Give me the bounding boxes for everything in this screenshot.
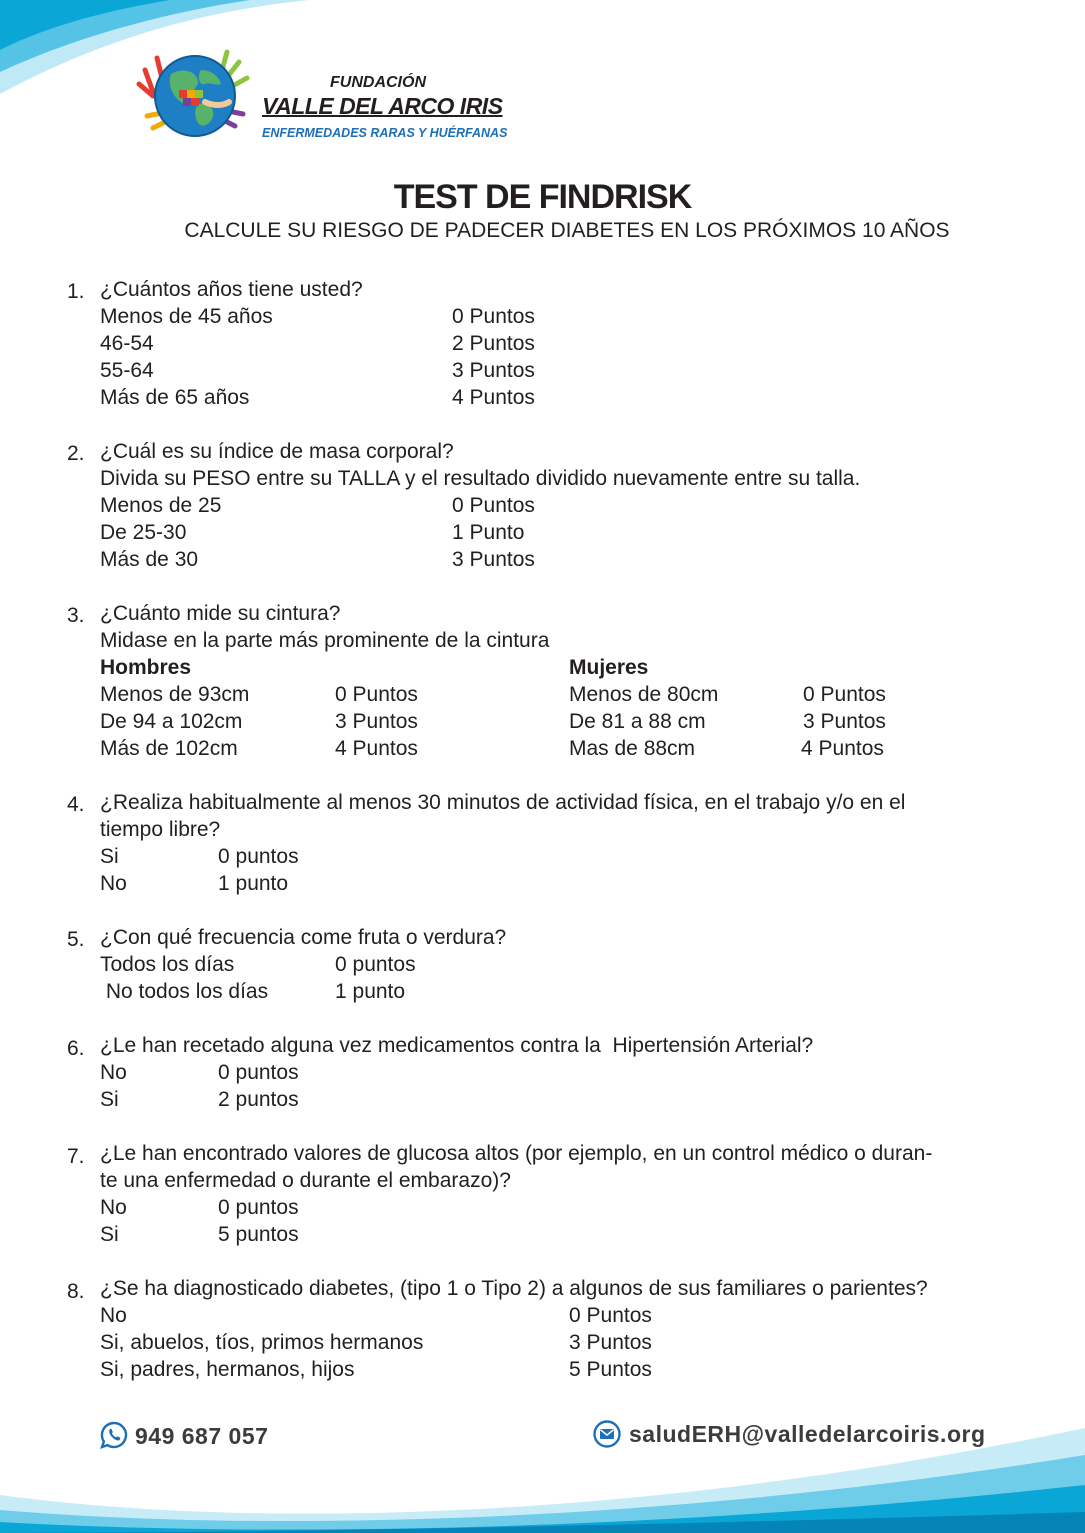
option-points: 4 Puntos <box>452 386 535 409</box>
question-note: Divida su PESO entre su TALLA y el resultado dividido nuevamente entre su talla. <box>100 467 861 490</box>
option-label: Menos de 93cm <box>100 683 250 706</box>
option-label: Si, abuelos, tíos, primos hermanos <box>100 1331 424 1354</box>
option-points: 3 Puntos <box>803 710 886 733</box>
option-label: No <box>100 872 127 895</box>
email-address[interactable]: saludERH@valledelarcoiris.org <box>629 1421 986 1447</box>
option-points: 5 puntos <box>218 1223 299 1246</box>
option-points: 1 punto <box>218 872 289 895</box>
org-top-text: FUNDACIÓN <box>330 74 426 91</box>
question-text: ¿Cuántos años tiene usted? <box>100 278 363 301</box>
option-points: 0 puntos <box>218 1061 299 1084</box>
option-label: Menos de 25 <box>100 494 222 517</box>
option-label: No <box>100 1304 127 1327</box>
option-points: 0 Puntos <box>452 305 535 328</box>
option-label: 46-54 <box>100 332 154 355</box>
option-label: Menos de 80cm <box>569 683 719 706</box>
question-text: ¿Cuál es su índice de masa corporal? <box>100 440 454 463</box>
option-points: 0 Puntos <box>452 494 535 517</box>
question-number: 4. <box>67 793 85 816</box>
option-label: 55-64 <box>100 359 154 382</box>
option-points: 5 Puntos <box>569 1358 652 1381</box>
option-points: 3 Puntos <box>569 1331 652 1354</box>
option-label: Menos de 45 años <box>100 305 273 328</box>
option-points: 0 Puntos <box>803 683 886 706</box>
option-label: Más de 102cm <box>100 737 238 760</box>
question-note: Midase en la parte más prominente de la cintura <box>100 629 550 652</box>
option-points: 0 puntos <box>218 1196 299 1219</box>
bottom-wave-decoration <box>0 1400 1085 1533</box>
option-points: 3 Puntos <box>452 548 535 571</box>
question-number: 7. <box>67 1145 85 1168</box>
question-number: 6. <box>67 1037 85 1060</box>
option-label: No <box>100 1196 127 1219</box>
org-tagline: ENFERMEDADES RARAS Y HUÉRFANAS <box>262 126 508 140</box>
option-points: 0 puntos <box>335 953 416 976</box>
page-subtitle: CALCULE SU RIESGO DE PADECER DIABETES EN LOS PRÓXIMOS 10 AÑOS <box>184 219 950 242</box>
question-text-continued: te una enfermedad o durante el embarazo)? <box>100 1169 511 1192</box>
question-text: ¿Cuánto mide su cintura? <box>100 602 341 625</box>
option-points: 0 Puntos <box>335 683 418 706</box>
question-number: 2. <box>67 442 85 465</box>
option-label: No todos los días <box>100 980 269 1003</box>
option-points: 0 Puntos <box>569 1304 652 1327</box>
question-text: ¿Se ha diagnosticado diabetes, (tipo 1 o Tipo 2) a algunos de sus familiares o parientes? <box>100 1277 928 1300</box>
question-text-continued: tiempo libre? <box>100 818 221 841</box>
question-text: ¿Le han recetado alguna vez medicamentos contra la Hipertensión Arterial? <box>100 1034 814 1057</box>
question-number: 5. <box>67 928 85 951</box>
whatsapp-icon <box>100 1421 128 1449</box>
option-label: De 81 a 88 cm <box>569 710 706 733</box>
question-number: 3. <box>67 604 85 627</box>
option-points: 2 Puntos <box>452 332 535 355</box>
question-text: ¿Le han encontrado valores de glucosa altos (por ejemplo, en un control médico o duran- <box>100 1142 933 1165</box>
option-label: Mas de 88cm <box>569 737 696 760</box>
women-heading: Mujeres <box>569 656 649 679</box>
envelope-icon <box>593 1420 621 1448</box>
question-text: ¿Realiza habitualmente al menos 30 minutos de actividad física, en el trabajo y/o en el <box>100 791 906 814</box>
option-label: Si, padres, hermanos, hijos <box>100 1358 355 1381</box>
men-heading: Hombres <box>100 656 192 679</box>
option-label: De 25-30 <box>100 521 187 544</box>
option-label: Más de 30 <box>100 548 199 571</box>
option-points: 4 Puntos <box>801 737 884 760</box>
question-number: 8. <box>67 1280 85 1303</box>
org-name: VALLE DEL ARCO IRIS <box>262 93 503 119</box>
option-label: Si <box>100 845 119 868</box>
question-number: 1. <box>67 280 85 303</box>
option-points: 1 Punto <box>452 521 525 544</box>
option-points: 2 puntos <box>218 1088 299 1111</box>
question-text: ¿Con qué frecuencia come fruta o verdura? <box>100 926 507 949</box>
option-points: 4 Puntos <box>335 737 418 760</box>
globe-hands-logo <box>135 40 255 148</box>
option-points: 3 Puntos <box>335 710 418 733</box>
option-points: 3 Puntos <box>452 359 535 382</box>
option-label: Si <box>100 1223 119 1246</box>
option-label: Si <box>100 1088 119 1111</box>
option-label: De 94 a 102cm <box>100 710 243 733</box>
option-label: Más de 65 años <box>100 386 250 409</box>
option-points: 0 puntos <box>218 845 299 868</box>
page-title: TEST DE FINDRISK <box>393 178 692 216</box>
option-label: Todos los días <box>100 953 235 976</box>
option-points: 1 punto <box>335 980 406 1003</box>
option-label: No <box>100 1061 127 1084</box>
phone-number[interactable]: 949 687 057 <box>135 1423 269 1449</box>
